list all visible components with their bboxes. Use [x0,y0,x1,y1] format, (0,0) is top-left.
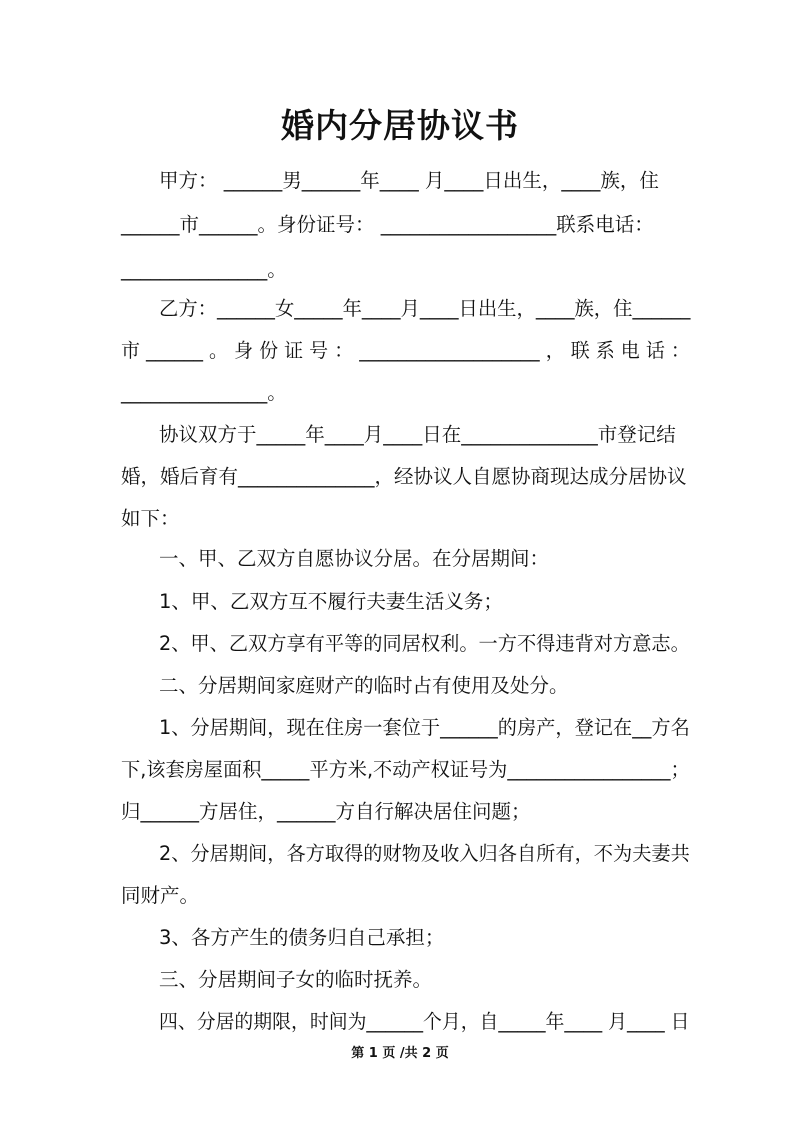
party-a-line-2: ______市______。身份证号： __________________联系电话： [121,213,654,236]
section-3-heading: 三、分居期间子女的临时抚养。 [159,968,433,991]
party-a-line-3: _______________。 [121,258,287,281]
section-2-item-1-line-3: 归______方居住，______方自行解决居住问题； [121,800,531,823]
intro-line-2: 婚，婚后育有______________，经协议人自愿协商现达成分居协议 [121,465,687,488]
page-footer: 第 1 页 /共 2 页 [351,1046,449,1061]
intro-line-1: 协议双方于_____年____月____日在______________市登记结 [159,423,676,446]
party-a-line-1: 甲方： ______男______年____ 月____日出生，____族，住 [159,169,659,192]
party-b-line-1: 乙方：______女_____年____月____日出生，____族，住______ [159,297,691,320]
document-title: 婚内分居协议书 [281,106,519,145]
section-2-item-2-line-1: 2、分居期间，各方取得的财物及收入归各自所有，不为夫妻共 [159,842,690,865]
section-1-item-2: 2、甲、乙双方享有平等的同居权利。一方不得违背对方意志。 [159,632,690,655]
section-2-item-3: 3、各方产生的债务归自己承担； [159,926,445,949]
party-b-line-2: 市 ______ 。 身 份 证 号 ： ___________________ ， 联 系 电 话 ： [121,339,690,362]
section-2-item-2-line-2: 同财产。 [121,884,200,907]
section-4-line-1: 四、分居的期限，时间为______个月，自_____年____ 月____ 日 [159,1010,690,1033]
party-b-line-3: _______________。 [121,381,287,404]
section-1-item-1: 1、甲、乙双方互不履行夫妻生活义务； [159,590,503,613]
section-2-item-1-line-2: 下,该套房屋面积_____平方米,不动产权证号为_________________； [121,758,690,781]
section-1-heading: 一、甲、乙双方自愿协议分居。在分居期间： [159,547,550,570]
section-2-heading: 二、分居期间家庭财产的临时占有使用及处分。 [159,674,569,697]
section-2-item-1-line-1: 1、分居期间，现在住房一套位于______的房产，登记在__方名 [159,716,690,739]
intro-line-3: 如下： [121,507,180,530]
